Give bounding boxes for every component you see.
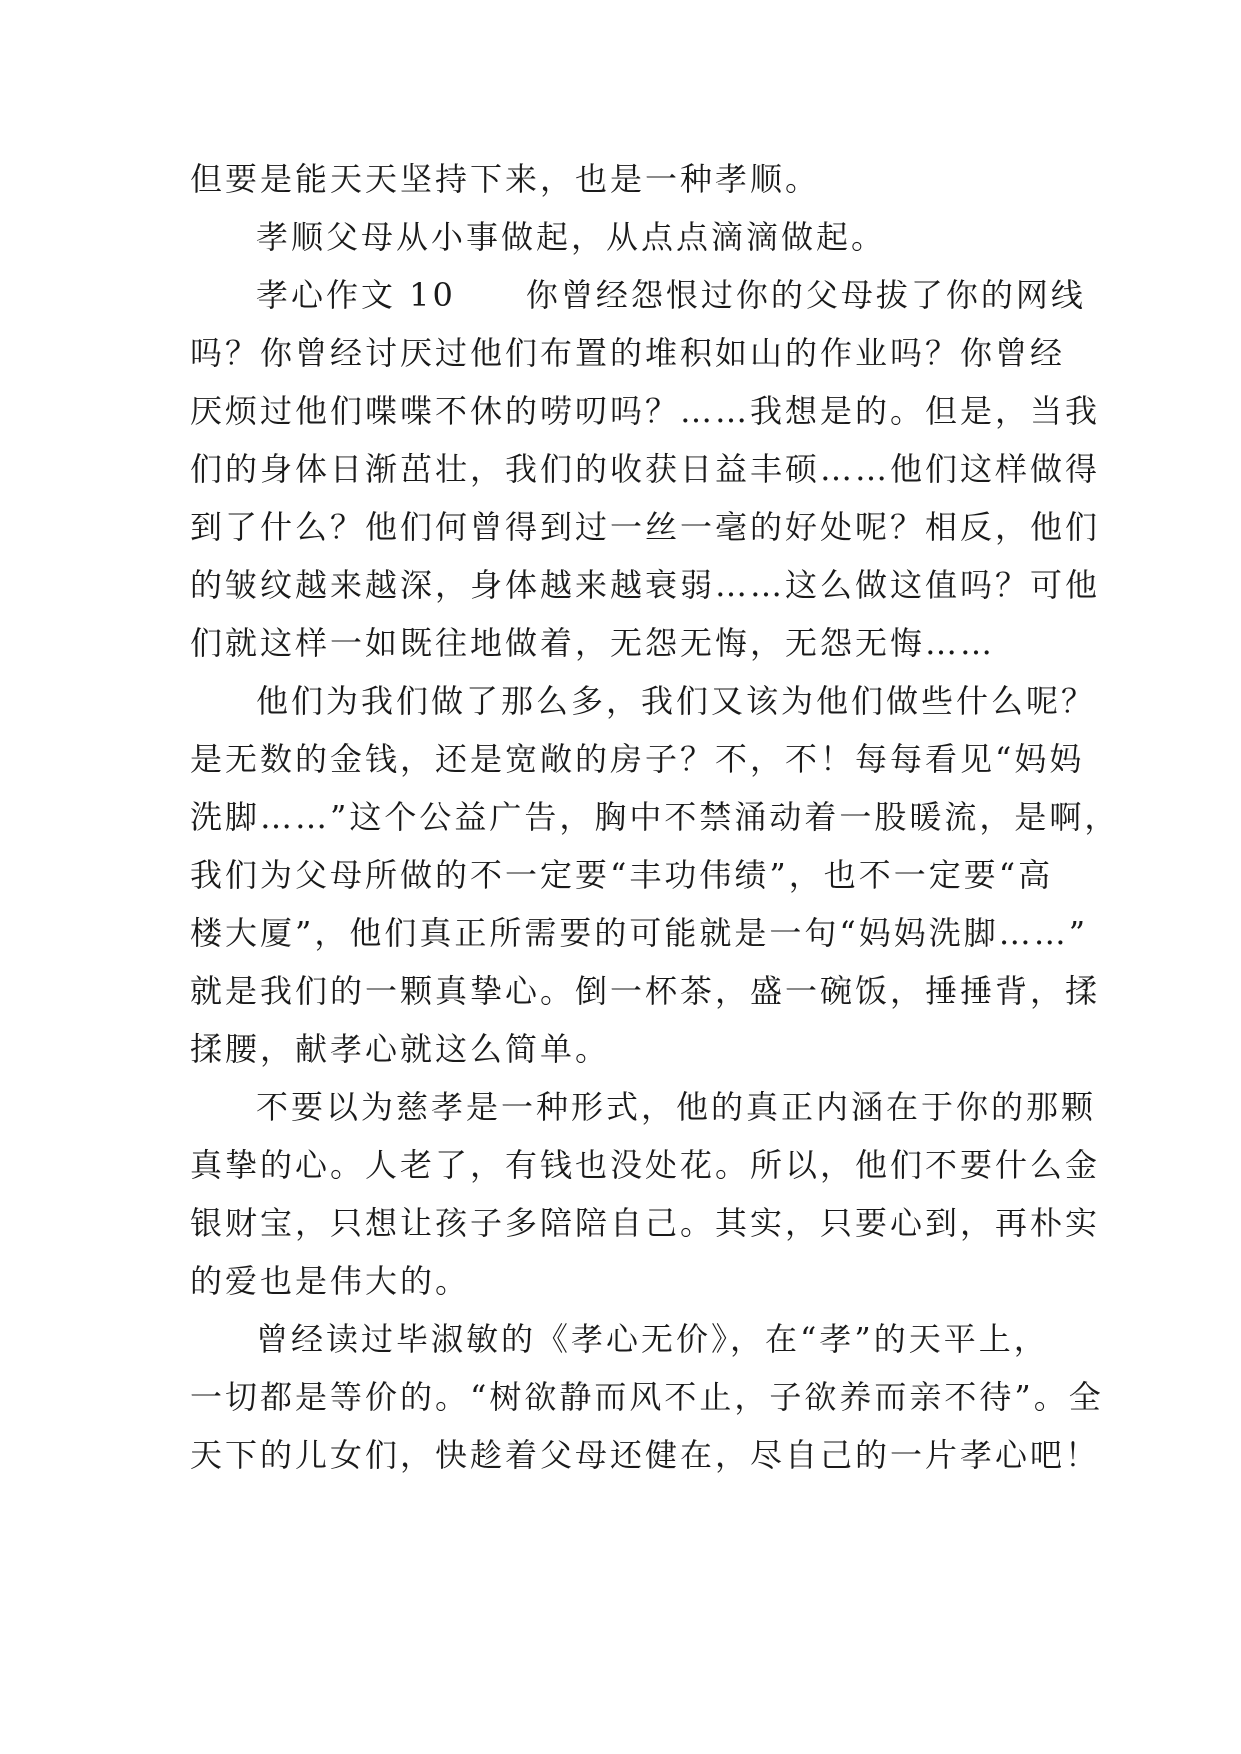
- text-line: 就是我们的一颗真挚心。倒一杯茶，盛一碗饭，捶捶背，揉: [190, 972, 1101, 1010]
- text-line: 洗脚……”这个公益广告，胸中不禁涌动着一股暖流，是啊，: [190, 798, 1120, 836]
- text-line: 的皱纹越来越深，身体越来越衰弱……这么做这值吗？可他: [190, 566, 1101, 604]
- text-line: 到了什么？他们何曾得到过一丝一毫的好处呢？相反，他们: [190, 508, 1101, 546]
- text-line: 吗？你曾经讨厌过他们布置的堆积如山的作业吗？你曾经: [190, 334, 1066, 372]
- text-line: 们的身体日渐茁壮，我们的收获日益丰硕……他们这样做得: [190, 450, 1101, 488]
- text-line: 孝顺父母从小事做起，从点点滴滴做起。: [256, 218, 887, 256]
- text-line: 他们为我们做了那么多，我们又该为他们做些什么呢？: [256, 682, 1097, 720]
- essay-heading-line: 孝心作文 10 你曾经怨恨过你的父母拔了你的网线: [256, 276, 1086, 314]
- text-line: 厌烦过他们喋喋不休的唠叨吗？……我想是的。但是，当我: [190, 392, 1101, 430]
- text-line: 揉腰，献孝心就这么简单。: [190, 1030, 611, 1068]
- text-line: 一切都是等价的。“树欲静而风不止，子欲养而亲不待”。全: [190, 1378, 1104, 1416]
- text-line: 曾经读过毕淑敏的《孝心无价》，在“孝”的天平上，: [256, 1320, 1049, 1358]
- text-line: 我们为父母所做的不一定要“丰功伟绩”，也不一定要“高: [190, 856, 1054, 894]
- text-line: 真挚的心。人老了，有钱也没处花。所以，他们不要什么金: [190, 1146, 1101, 1184]
- text-line: 是无数的金钱，还是宽敞的房子？不，不！每每看见“妈妈: [190, 740, 1085, 778]
- text-line: 们就这样一如既往地做着，无怨无悔，无怨无悔……: [190, 624, 996, 662]
- text-line: 但要是能天天坚持下来，也是一种孝顺。: [190, 160, 821, 198]
- text-line: 不要以为慈孝是一种形式，他的真正内涵在于你的那颗: [256, 1088, 1097, 1126]
- text-line: 的爱也是伟大的。: [190, 1262, 471, 1300]
- text-line: 天下的儿女们，快趁着父母还健在，尽自己的一片孝心吧！: [190, 1436, 1101, 1474]
- text-line: 银财宝，只想让孩子多陪陪自己。其实，只要心到，再朴实: [190, 1204, 1101, 1242]
- essay-body: [190, 156, 1120, 1490]
- text-line: 楼大厦”，他们真正所需要的可能就是一句“妈妈洗脚……”: [190, 914, 1089, 952]
